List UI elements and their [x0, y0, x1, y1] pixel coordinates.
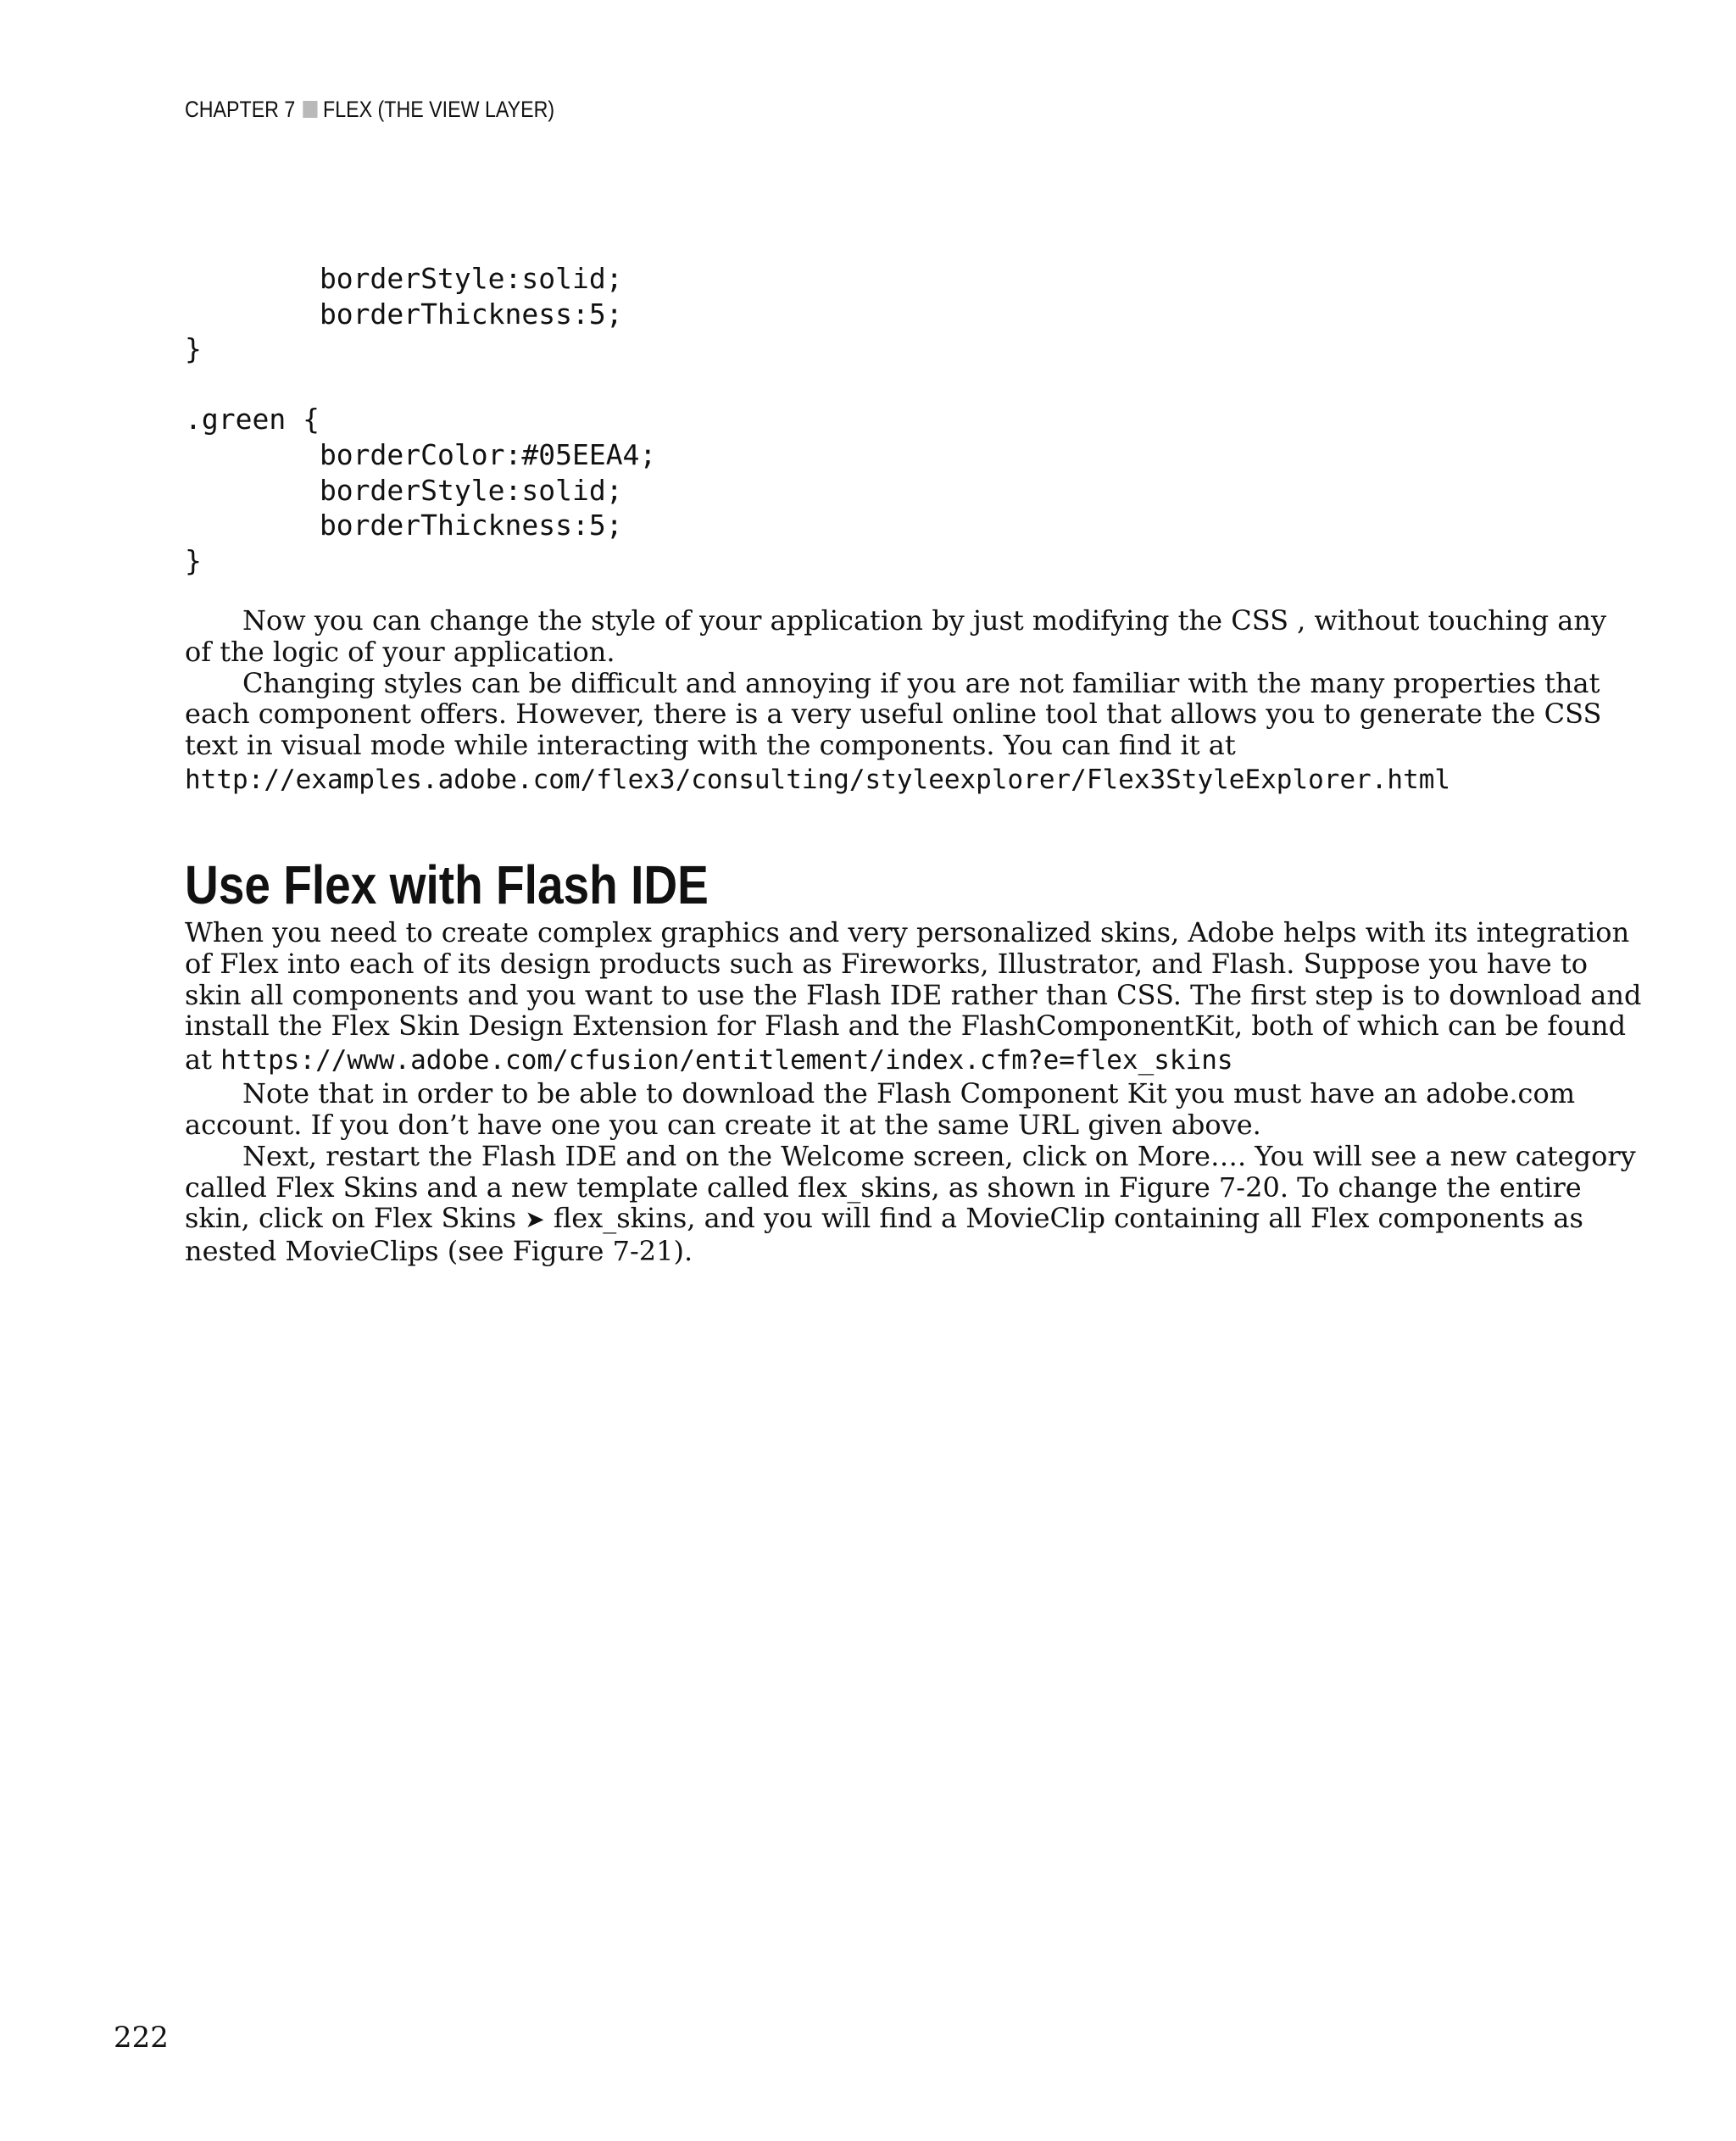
- chapter-title: FLEX (THE VIEW LAYER): [323, 97, 555, 122]
- page-number: 222: [114, 2021, 169, 2055]
- paragraph-url-line: at https://www.adobe.com/cfusion/entitlement/index.cfm?e=flex_skins: [185, 1043, 1233, 1076]
- paragraph-restart-flash: Next, restart the Flash IDE and on the Welcome screen, click on More…. You will see a new category called Flex Skins and a new template called flex_skins, as shown in Figure 7-20. To change the entire skin, click on Flex Skins ➤ flex_skins, and you will find a MovieClip containing all Flex components as nested MovieClips (see Figure 7-21).: [185, 1139, 1636, 1268]
- chapter-label: CHAPTER 7: [185, 97, 296, 122]
- separator-square-icon: [303, 101, 317, 118]
- code-line: borderStyle:solid;: [185, 473, 623, 507]
- paragraph-css-change: Now you can change the style of your application by just modifying the CSS , without touching any of the logic of your application.: [185, 604, 1607, 668]
- paragraph-download-note: Note that in order to be able to download the Flash Component Kit you must have an adobe.com account. If you don’t have one you can create it at the same URL given above.: [185, 1077, 1576, 1141]
- code-line: borderColor:#05EEA4;: [185, 437, 657, 471]
- code-block: [185, 261, 656, 578]
- section-heading: Use Flex with Flash IDE: [185, 854, 709, 915]
- menu-arrow-icon: ➤: [525, 1205, 545, 1234]
- code-line: borderThickness:5;: [185, 297, 623, 331]
- style-explorer-url[interactable]: http://examples.adobe.com/flex3/consulting/styleexplorer/Flex3StyleExplorer.html: [185, 764, 1451, 795]
- section1-body: [185, 604, 1607, 798]
- running-head: [185, 97, 554, 123]
- flex-skins-url[interactable]: https://www.adobe.com/cfusion/entitlement/index.cfm?e=flex_skins: [220, 1045, 1233, 1076]
- code-line: .green {: [185, 403, 320, 437]
- code-line: }: [185, 332, 202, 366]
- section2-body: [185, 916, 1642, 1268]
- paragraph-style-explorer: Changing styles can be difficult and annoying if you are not familiar with the many properties that each component offers. However, there is a very useful online tool that allows you to generate the CSS text in visual mode while interacting with the components. You can find it at: [185, 666, 1602, 762]
- paragraph-flash-integration: When you need to create complex graphics and very personalized skins, Adobe helps with its integration of Flex into each of its design products such as Fireworks, Illustrator, and Flash. Suppose you have to skin all components and you want to use the Flash IDE rather than CSS. The first step is to download and install the Flex Skin Design Extension for Flash and the FlashComponentKit, both of which can be found: [185, 916, 1642, 1043]
- code-line: }: [185, 543, 202, 577]
- code-line: borderStyle:solid;: [185, 262, 623, 295]
- code-line: borderThickness:5;: [185, 509, 623, 542]
